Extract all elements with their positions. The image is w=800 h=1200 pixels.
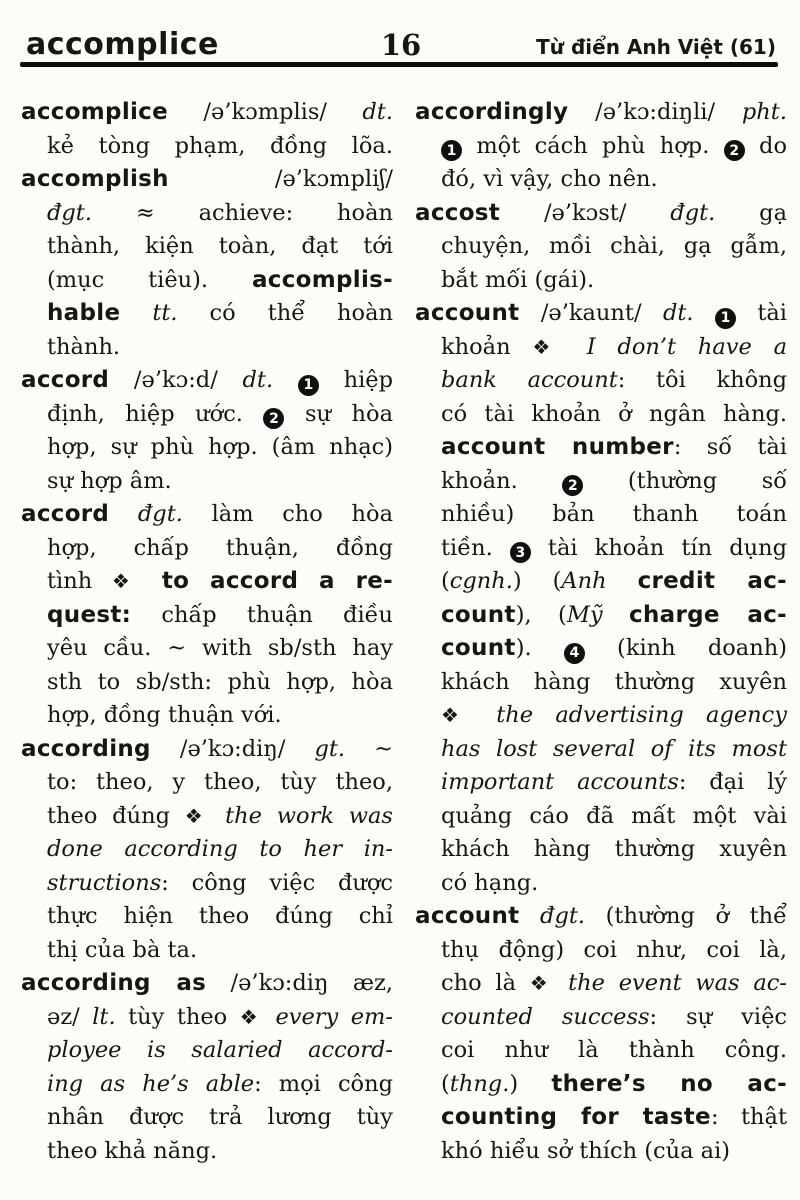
dictionary-title: Từ điển Anh Việt (61) bbox=[536, 35, 776, 59]
entry-text: thực hiện theo đúng chỉ bbox=[47, 903, 393, 929]
sense-number-badge: 4 bbox=[564, 643, 585, 664]
entry-line bbox=[415, 1134, 787, 1168]
entry-text: thị của bà ta. bbox=[47, 936, 198, 963]
entry-line bbox=[21, 732, 393, 766]
header-rule bbox=[20, 62, 778, 67]
entry-text: /ə’kɔst/ bbox=[500, 199, 671, 226]
entry-text: has lost several of its most bbox=[441, 735, 787, 762]
entry-text: the advertising agency bbox=[496, 702, 787, 728]
entry-text: hợp, đồng thuận với. bbox=[47, 702, 282, 728]
entry-text: ployee is salaried accord- bbox=[47, 1037, 393, 1063]
entry-text: (kinh doanh) bbox=[584, 635, 787, 661]
entry-text: counting for taste bbox=[441, 1104, 711, 1130]
entry-text: gạ bbox=[715, 199, 787, 226]
entry-text: /ə’kɔmpliʃ/ bbox=[168, 166, 393, 192]
entry-text: : tôi không bbox=[617, 367, 787, 393]
entry-text: coi như là thành công. bbox=[441, 1037, 787, 1063]
entry-line bbox=[21, 1000, 393, 1034]
entry-text: : thật bbox=[710, 1104, 787, 1130]
entry-line bbox=[415, 799, 787, 833]
entry-text: theo khả năng. bbox=[47, 1137, 218, 1164]
entry-text: important accounts bbox=[441, 769, 679, 795]
entry-text: count bbox=[441, 635, 516, 661]
entry-line bbox=[21, 631, 393, 665]
entry-text: tài bbox=[735, 300, 787, 326]
entry-line bbox=[415, 966, 787, 1000]
entry-text: accost bbox=[415, 199, 501, 226]
entry-text: thụ động) coi như, coi là, bbox=[441, 936, 787, 963]
entry-line bbox=[415, 1033, 787, 1067]
entry-text: thành. bbox=[47, 333, 121, 360]
sense-number-badge: 2 bbox=[724, 140, 745, 161]
entry-text: tài khoản tín dụng bbox=[530, 534, 787, 561]
entry-line bbox=[21, 1067, 393, 1101]
entry-line bbox=[21, 564, 393, 598]
entry-text: ( bbox=[441, 568, 450, 594]
entry-text: sự hợp âm. bbox=[47, 467, 172, 494]
entry-line bbox=[21, 296, 393, 330]
entry-text: : đại lý bbox=[678, 769, 787, 795]
example-diamond-icon: ❖ bbox=[441, 703, 475, 727]
entry-text: /ə’kɔ:d/ bbox=[109, 367, 243, 393]
entry-text: : số tài bbox=[673, 434, 787, 460]
page-number: 16 bbox=[380, 28, 422, 62]
entry-line bbox=[415, 129, 787, 163]
entry-line bbox=[415, 363, 787, 397]
entry-line bbox=[21, 598, 393, 632]
sense-number-badge: 2 bbox=[263, 408, 284, 429]
entry-text: hable bbox=[47, 300, 121, 326]
entry-line bbox=[21, 665, 393, 699]
entry-text: kẻ tòng phạm, đồng lõa. bbox=[47, 132, 393, 159]
entry-line bbox=[415, 95, 787, 129]
entry-line bbox=[415, 196, 787, 230]
entry-text: gt. bbox=[314, 735, 346, 762]
entry-line bbox=[415, 1067, 787, 1101]
entry-text: accord bbox=[21, 367, 110, 393]
sense-number-badge: 2 bbox=[562, 475, 583, 496]
entry-text: /ə’kɔ:diŋli/ bbox=[568, 99, 742, 125]
entry-text: tình bbox=[47, 568, 112, 594]
entry-text: Anh bbox=[561, 568, 607, 594]
entry-text: ing as he’s able bbox=[47, 1070, 255, 1097]
dictionary-body bbox=[21, 95, 787, 1167]
entry-line bbox=[21, 464, 393, 498]
sense-number-badge: 1 bbox=[715, 308, 736, 329]
entry-line bbox=[21, 966, 393, 1000]
entry-line bbox=[21, 1033, 393, 1067]
entry-text bbox=[554, 970, 568, 996]
entry-text: to accord a re- bbox=[161, 568, 393, 594]
entry-text: ≈ achieve: hoàn bbox=[92, 199, 393, 226]
entry-text: tt. bbox=[152, 300, 178, 326]
entry-text: tiền. bbox=[441, 534, 510, 561]
entry-text: bank account bbox=[441, 367, 618, 393]
entry-text: ( bbox=[441, 1070, 450, 1097]
entry-text: do bbox=[744, 132, 787, 159]
entry-line bbox=[415, 564, 787, 598]
entry-line bbox=[415, 497, 787, 531]
entry-text: quảng cáo đã mất một vài bbox=[441, 802, 787, 829]
sense-number-badge: 1 bbox=[298, 375, 319, 396]
entry-text: tùy theo bbox=[115, 1003, 240, 1030]
left-column bbox=[21, 95, 393, 1167]
entry-text: có hạng. bbox=[441, 869, 539, 896]
entry-line bbox=[415, 765, 787, 799]
entry-line bbox=[415, 698, 787, 732]
entry-text: thng. bbox=[449, 1070, 510, 1097]
entry-text: charge ac- bbox=[629, 601, 787, 628]
entry-text bbox=[210, 803, 225, 829]
entry-line bbox=[415, 866, 787, 900]
entry-text: lt. bbox=[92, 1003, 116, 1030]
entry-text: khách hàng thường xuyên bbox=[441, 836, 787, 862]
entry-line bbox=[21, 899, 393, 933]
entry-text: according bbox=[21, 735, 151, 762]
entry-text: (thường ở thể bbox=[585, 903, 787, 929]
entry-line bbox=[415, 1100, 787, 1134]
entry-text: to: theo, y theo, tùy theo, bbox=[47, 769, 393, 795]
entry-text: /ə’kɔmplis/ bbox=[168, 99, 363, 125]
entry-text: hợp, sự phù hợp. (âm nhạc) bbox=[47, 434, 393, 460]
entry-text: ) ( bbox=[512, 568, 562, 594]
running-head-word: accomplice bbox=[26, 27, 219, 62]
entry-line bbox=[415, 464, 787, 498]
entry-text: sth to sb/sth: phù hợp, hòa bbox=[47, 668, 393, 695]
entry-line bbox=[415, 933, 787, 967]
entry-text bbox=[142, 568, 162, 594]
entry-line bbox=[21, 95, 393, 129]
entry-text: accordingly bbox=[415, 99, 569, 125]
entry-text: account number bbox=[441, 434, 674, 460]
entry-text: dt. bbox=[662, 300, 694, 326]
entry-line bbox=[415, 598, 787, 632]
entry-text: dt. bbox=[242, 367, 274, 393]
entry-text: (thường số bbox=[583, 467, 787, 494]
entry-text: đgt. bbox=[47, 199, 92, 226]
entry-text: account bbox=[415, 903, 520, 929]
entry-text: nhân được trả lương tùy bbox=[47, 1104, 393, 1130]
entry-text: accomplice bbox=[21, 99, 169, 125]
entry-text: there’s no ac- bbox=[551, 1070, 787, 1097]
entry-text bbox=[273, 367, 298, 393]
example-diamond-icon: ❖ bbox=[532, 334, 565, 359]
entry-text: ), ( bbox=[515, 601, 567, 628]
entry-text: khoản. bbox=[441, 467, 563, 494]
example-diamond-icon: ❖ bbox=[239, 1004, 263, 1029]
example-diamond-icon: ❖ bbox=[529, 971, 555, 995]
entry-line bbox=[21, 832, 393, 866]
entry-text: ). bbox=[515, 635, 564, 661]
entry-line bbox=[21, 129, 393, 163]
entry-text: accomplish bbox=[21, 166, 169, 192]
entry-text: hiệp bbox=[318, 367, 393, 393]
entry-line bbox=[415, 1000, 787, 1034]
entry-line bbox=[21, 765, 393, 799]
entry-text bbox=[607, 568, 638, 594]
entry-line bbox=[415, 263, 787, 297]
entry-text: accomplis- bbox=[251, 266, 393, 293]
entry-text: có thể hoàn bbox=[177, 300, 393, 326]
entry-line bbox=[21, 397, 393, 431]
entry-line bbox=[21, 531, 393, 565]
entry-text: đgt. bbox=[540, 903, 586, 929]
entry-text: structions bbox=[47, 869, 162, 896]
entry-text: /ə’kɔ:diŋ æz, bbox=[206, 970, 393, 996]
entry-text: the event was ac- bbox=[568, 970, 787, 996]
entry-line bbox=[21, 497, 393, 531]
entry-text: dt. bbox=[362, 99, 393, 125]
entry-line bbox=[21, 1100, 393, 1134]
entry-text: : sự việc bbox=[649, 1003, 787, 1030]
entry-line bbox=[415, 665, 787, 699]
entry-text: according as bbox=[21, 970, 207, 996]
entry-line bbox=[21, 330, 393, 364]
entry-text bbox=[603, 602, 629, 628]
entry-text bbox=[109, 501, 138, 527]
example-diamond-icon: ❖ bbox=[111, 569, 143, 593]
entry-text bbox=[474, 702, 496, 728]
entry-text: counted success bbox=[441, 1003, 650, 1030]
entry-text: nhiều) bản thanh toán bbox=[441, 501, 787, 527]
entry-text: khách hàng thường xuyên bbox=[441, 668, 787, 695]
entry-line bbox=[415, 296, 787, 330]
entry-text: : công việc được bbox=[161, 869, 393, 896]
entry-line bbox=[21, 866, 393, 900]
entry-line bbox=[415, 899, 787, 933]
example-diamond-icon: ❖ bbox=[184, 803, 211, 828]
right-column bbox=[415, 95, 787, 1167]
entry-text bbox=[263, 1004, 275, 1030]
entry-text: : mọi công bbox=[254, 1070, 393, 1097]
entry-text: một cách phù hợp. bbox=[462, 132, 724, 159]
entry-text: əz/ bbox=[47, 1003, 93, 1030]
entry-text: định, hiệp ước. bbox=[47, 400, 264, 427]
entry-text: làm cho hòa bbox=[182, 501, 393, 527]
entry-text: đgt. bbox=[137, 501, 183, 527]
entry-line bbox=[415, 330, 787, 364]
entry-line bbox=[21, 363, 393, 397]
entry-text: theo đúng bbox=[47, 802, 185, 829]
entry-text: đgt. bbox=[670, 199, 716, 226]
entry-text: cho là bbox=[441, 970, 530, 996]
entry-text: ~ bbox=[345, 735, 393, 762]
entry-text: pht. bbox=[741, 99, 787, 125]
entry-line bbox=[415, 162, 787, 196]
entry-text: sự hòa bbox=[284, 400, 393, 427]
entry-text: thành, kiện toàn, đạt tới bbox=[47, 233, 393, 259]
entry-text: có tài khoản ở ngân hàng. bbox=[441, 400, 787, 427]
entry-text: done according to her in- bbox=[47, 836, 393, 862]
entry-line bbox=[415, 732, 787, 766]
entry-line bbox=[21, 430, 393, 464]
entry-line bbox=[415, 531, 787, 565]
entry-text: accord bbox=[21, 501, 110, 527]
entry-text: /ə’kaunt/ bbox=[519, 300, 663, 326]
entry-text bbox=[565, 334, 587, 360]
entry-text: khoản bbox=[441, 333, 533, 360]
entry-text bbox=[519, 903, 540, 929]
entry-text: khó hiểu sở thích (của ai) bbox=[441, 1137, 731, 1164]
entry-text: count bbox=[441, 601, 516, 628]
entry-text: credit ac- bbox=[637, 568, 787, 594]
entry-line bbox=[415, 397, 787, 431]
entry-text: quest: bbox=[47, 601, 132, 628]
entry-text: bắt mối (gái). bbox=[441, 266, 595, 293]
entry-text bbox=[120, 300, 152, 326]
entry-line bbox=[415, 430, 787, 464]
entry-text: chấp thuận điều bbox=[131, 601, 393, 628]
entry-text: I don’t have a bbox=[586, 333, 787, 360]
entry-text: yêu cầu. ~ with sb/sth hay bbox=[47, 635, 393, 661]
entry-line bbox=[21, 196, 393, 230]
entry-text: /ə’kɔ:diŋ/ bbox=[150, 735, 315, 762]
entry-line bbox=[21, 698, 393, 732]
entry-line bbox=[21, 799, 393, 833]
entry-line bbox=[21, 162, 393, 196]
entry-text: đó, vì vậy, cho nên. bbox=[441, 166, 658, 192]
entry-line bbox=[21, 933, 393, 967]
entry-text: (mục tiêu). bbox=[47, 266, 252, 293]
entry-text: ) bbox=[509, 1070, 552, 1097]
page-header bbox=[26, 28, 776, 60]
entry-text: account bbox=[415, 300, 520, 326]
sense-number-badge: 3 bbox=[510, 542, 531, 563]
entry-text: every em- bbox=[275, 1003, 393, 1030]
entry-line bbox=[415, 631, 787, 665]
sense-number-badge: 1 bbox=[441, 140, 462, 161]
entry-text: chuyện, mồi chài, gạ gẫm, bbox=[441, 233, 787, 259]
entry-line bbox=[21, 1134, 393, 1168]
entry-text: cgnh. bbox=[449, 568, 513, 594]
entry-text bbox=[694, 300, 715, 326]
entry-text: Mỹ bbox=[566, 601, 603, 628]
entry-line bbox=[21, 229, 393, 263]
entry-text: hợp, chấp thuận, đồng bbox=[47, 534, 393, 561]
entry-line bbox=[415, 229, 787, 263]
entry-line bbox=[21, 263, 393, 297]
entry-text: the work was bbox=[225, 802, 393, 829]
entry-line bbox=[415, 832, 787, 866]
